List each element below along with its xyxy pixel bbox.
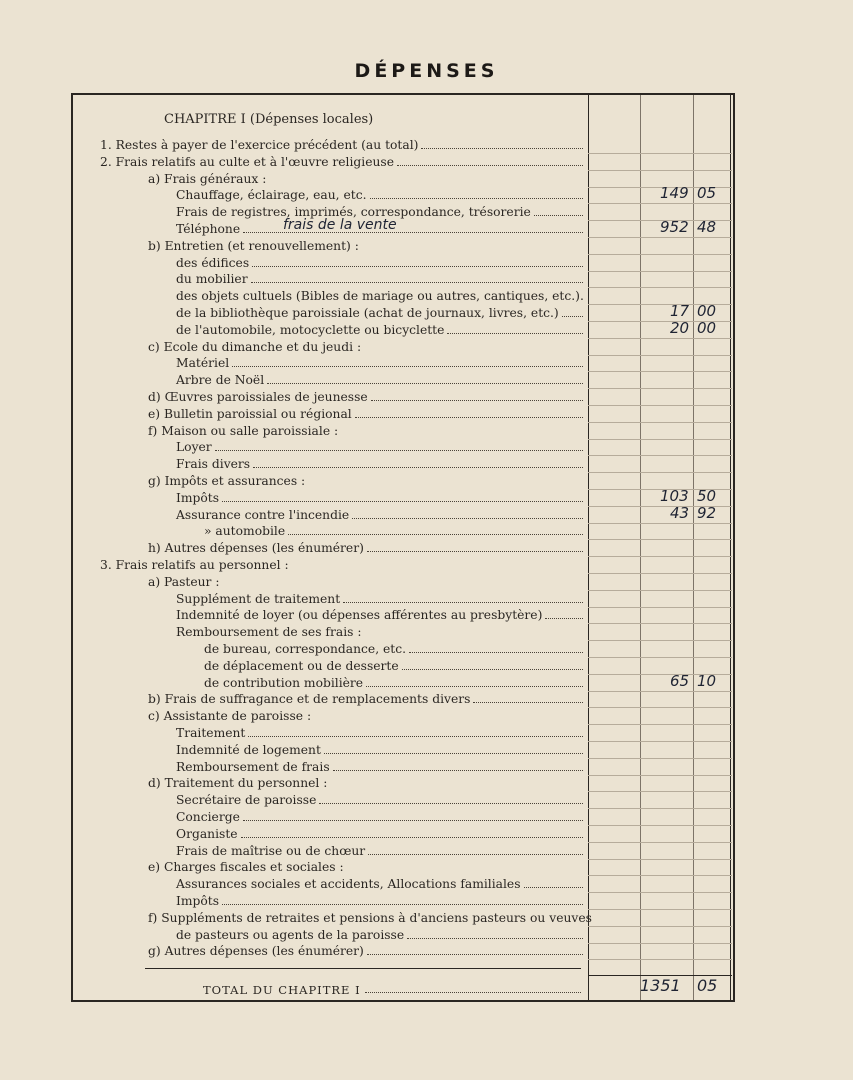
cents-value: 10 <box>697 671 717 690</box>
ledger-line-label: Organiste <box>176 826 238 841</box>
ledger-line-label: f) Maison ou salle paroissiale : <box>148 423 339 438</box>
ledger-line <box>148 574 585 590</box>
ledger-line-label: de pasteurs ou agents de la paroisse <box>176 927 405 942</box>
ledger-line <box>176 322 585 338</box>
ledger-line <box>100 557 585 573</box>
ledger-line <box>176 456 585 472</box>
ledger-line <box>100 154 585 170</box>
ledger-line <box>176 288 585 304</box>
ledger-line <box>176 927 585 943</box>
leader-dots <box>267 382 583 384</box>
leader-dots <box>407 937 583 939</box>
amount-rule <box>588 422 732 423</box>
leader-dots <box>343 601 583 603</box>
ledger-line <box>176 372 585 388</box>
ledger-line-label: Traitement <box>176 726 246 740</box>
leader-dots <box>253 466 583 468</box>
ledger-line <box>176 742 585 758</box>
ledger-line-label: e) Bulletin paroissial ou régional <box>148 406 352 421</box>
ledger-line-label: Assurances sociales et accidents, Allocations familiales <box>176 877 521 892</box>
amount-rule <box>588 892 732 893</box>
amount-rule <box>588 775 732 776</box>
amount-value: 103 <box>660 486 689 505</box>
amount-rule <box>588 455 732 456</box>
leader-dots <box>397 164 583 166</box>
ledger-line-label: 1. Restes à payer de l'exercice précédent (au total) <box>100 138 419 152</box>
amount-rule <box>588 657 732 658</box>
leader-dots <box>241 836 583 838</box>
amount-rule <box>588 758 732 759</box>
amount-rule <box>588 875 732 876</box>
leader-dots <box>534 214 583 216</box>
ledger-line-label: c) Ecole du dimanche et du jeudi : <box>148 339 362 354</box>
ledger-line-label: Impôts <box>176 894 220 908</box>
leader-dots <box>222 903 583 905</box>
ledger-line-label: 3. Frais relatifs au personnel : <box>100 558 289 572</box>
ledger-line <box>176 826 585 842</box>
amount-rule <box>588 371 732 372</box>
amount-rule <box>588 859 732 860</box>
amount-rule <box>588 724 732 725</box>
total-cents: 05 <box>697 976 718 995</box>
amount-rule <box>588 287 732 288</box>
ledger-line-label: Frais divers <box>176 457 251 472</box>
ledger-line <box>148 389 585 405</box>
ledger-line <box>176 305 585 321</box>
leader-dots <box>251 281 583 283</box>
leader-dots <box>473 701 583 703</box>
leader-dots <box>243 819 583 821</box>
leader-dots <box>355 416 583 418</box>
ledger-line-label: Concierge <box>176 810 240 824</box>
amount-rule <box>588 539 732 540</box>
amount-rule <box>588 338 732 339</box>
amount-rule <box>588 556 732 557</box>
total-label: TOTAL DU CHAPITRE I <box>203 983 361 997</box>
amount-rule <box>588 707 732 708</box>
amount-rule <box>588 271 732 272</box>
ledger-line-label: Frais de registres, imprimés, correspondance, trésorerie <box>176 205 531 220</box>
ledger-line <box>176 893 585 909</box>
ledger-line-label: b) Frais de suffragance et de remplacements divers <box>148 692 471 707</box>
column-divider <box>730 95 731 1000</box>
ledger-line <box>176 355 585 371</box>
leader-dots <box>288 533 583 535</box>
handwritten-note: frais de la vente <box>283 217 397 233</box>
leader-dots <box>371 399 583 401</box>
leader-dots <box>367 953 583 955</box>
chapter-heading-text: CHAPITRE I (Dépenses locales) <box>164 112 374 127</box>
amount-rule <box>588 909 732 910</box>
ledger-line <box>148 406 585 422</box>
ledger-line-label: Supplément de traitement <box>176 591 341 606</box>
amount-value: 20 <box>670 318 690 337</box>
amount-rule <box>588 926 732 927</box>
ledger-line <box>148 775 585 791</box>
ledger-line-label: Loyer <box>176 440 212 455</box>
chapter-heading <box>0 112 510 127</box>
amount-rule <box>588 808 732 809</box>
leader-dots <box>562 315 583 317</box>
ledger-line <box>176 187 585 203</box>
ledger-line <box>176 255 585 271</box>
leader-dots <box>222 500 583 502</box>
ledger-line <box>148 943 585 959</box>
ledger-line <box>148 859 585 875</box>
ledger-line <box>176 490 585 506</box>
leader-dots <box>366 685 583 687</box>
ledger-line-label: du mobilier <box>176 272 248 287</box>
ledger-line <box>204 641 585 657</box>
ledger-line <box>176 624 585 640</box>
ledger-line-label: a) Pasteur : <box>148 574 220 589</box>
ledger-line-label: e) Charges fiscales et sociales : <box>148 860 344 875</box>
amount-value: 43 <box>670 503 690 522</box>
leader-dots <box>370 197 583 199</box>
amount-rule <box>588 523 732 524</box>
amount-rule <box>588 842 732 843</box>
ledger-line <box>148 540 585 556</box>
ledger-line-label: de l'automobile, motocyclette ou bicyclette <box>176 322 445 337</box>
column-divider <box>588 95 589 1000</box>
ledger-line <box>204 675 585 691</box>
amount-rule <box>588 640 732 641</box>
leader-dots <box>421 147 583 149</box>
leader-dots <box>232 365 583 367</box>
column-divider <box>693 95 694 1000</box>
leader-dots <box>215 449 583 451</box>
ledger-line-label: Frais de maîtrise ou de chœur <box>176 843 366 858</box>
ledger-line <box>100 137 585 153</box>
ledger-line <box>148 708 585 724</box>
ledger-line-label: » automobile <box>204 524 286 539</box>
ledger-line <box>176 843 585 859</box>
cents-value: 50 <box>697 486 717 505</box>
ledger-line <box>176 439 585 455</box>
amount-rule <box>588 607 732 608</box>
cents-value: 48 <box>697 218 717 236</box>
ledger-line-label: d) Œuvres paroissiales de jeunesse <box>148 390 368 404</box>
amount-rule <box>588 791 732 792</box>
ledger-line <box>148 171 585 187</box>
leader-dots <box>409 651 583 653</box>
leader-dots <box>524 886 583 888</box>
amount-value: 149 <box>660 184 689 203</box>
ledger-line-label: Indemnité de logement <box>176 742 321 757</box>
ledger-line-label: Remboursement de ses frais : <box>176 625 362 640</box>
ledger-line <box>176 607 585 623</box>
ledger-line-label: de contribution mobilière <box>204 675 364 690</box>
ledger-line <box>148 238 585 254</box>
amount-rule <box>588 472 732 473</box>
amount-value: 952 <box>660 218 689 236</box>
amount-rule <box>588 237 732 238</box>
amount-rule <box>588 254 732 255</box>
amount-rule <box>588 943 732 944</box>
ledger-line <box>176 271 585 287</box>
ledger-line-label: Téléphone <box>176 222 241 236</box>
ledger-line <box>148 691 585 707</box>
leader-dots <box>368 853 583 855</box>
page-title: DÉPENSES <box>354 60 499 82</box>
leader-dots <box>324 752 583 754</box>
ledger-line-label: f) Suppléments de retraites et pensions à d'anciens pasteurs ou veuves <box>148 910 592 925</box>
ledger-line-label: Remboursement de frais <box>176 759 330 774</box>
ledger-line-label: de bureau, correspondance, etc. <box>204 642 407 656</box>
amount-value: 17 <box>670 302 690 320</box>
ledger-line <box>176 725 585 741</box>
ledger-line-label: Arbre de Noël <box>176 373 265 388</box>
total-separator <box>588 1000 732 1001</box>
cents-value: 00 <box>697 302 717 320</box>
ledger-line <box>204 658 585 674</box>
amount-rule <box>588 741 732 742</box>
amount-value: 65 <box>670 671 690 690</box>
ledger-line-label: Chauffage, éclairage, eau, etc. <box>176 188 367 203</box>
amount-rule <box>588 825 732 826</box>
ledger-line-label: de la bibliothèque paroissiale (achat de journaux, livres, etc.) <box>176 306 559 320</box>
ledger-line <box>176 759 585 775</box>
cents-value: 92 <box>697 503 717 522</box>
total-amount: 1351 <box>640 976 681 995</box>
ledger-line <box>176 792 585 808</box>
amount-rule <box>588 355 732 356</box>
amount-rule <box>588 170 732 171</box>
ledger-line <box>176 809 585 825</box>
ledger-line-label: g) Autres dépenses (les énumérer) <box>148 944 364 959</box>
leader-dots <box>248 735 583 737</box>
ledger-line <box>148 473 585 489</box>
ledger-line <box>148 423 585 439</box>
ledger-line <box>148 339 585 355</box>
ledger-line-label: d) Traitement du personnel : <box>148 776 328 791</box>
amount-rule <box>588 439 732 440</box>
ledger-line <box>148 910 592 926</box>
ledger-line-label: de déplacement ou de desserte <box>204 658 399 673</box>
ledger-line <box>204 523 585 539</box>
leader-dots <box>447 332 583 334</box>
ledger-line-label: b) Entretien (et renouvellement) : <box>148 238 359 253</box>
amount-rule <box>588 153 732 154</box>
ledger-line-label: Assurance contre l'incendie <box>176 507 350 522</box>
ledger-line-label: Secrétaire de paroisse <box>176 793 317 808</box>
amount-rule <box>588 573 732 574</box>
amount-rule <box>588 203 732 204</box>
cents-value: 00 <box>697 318 717 337</box>
total-row <box>203 983 583 997</box>
ledger-line-label: Matériel <box>176 356 230 371</box>
ledger-line-label: h) Autres dépenses (les énumérer) <box>148 541 364 556</box>
ledger-line <box>176 876 585 892</box>
leader-dots <box>402 668 583 670</box>
ledger-line-label: des édifices <box>176 255 250 270</box>
leader-dots <box>352 517 583 519</box>
ledger-line-label: Impôts <box>176 490 220 505</box>
ledger-line-label: Indemnité de loyer (ou dépenses afférentes au presbytère) <box>176 608 543 623</box>
leader-dots <box>367 550 583 552</box>
amount-rule <box>588 388 732 389</box>
amount-rule <box>588 959 732 960</box>
amount-rule <box>588 405 732 406</box>
ledger-line-label: a) Frais généraux : <box>148 171 267 186</box>
ledger-line <box>176 591 585 607</box>
leader-dots <box>319 802 583 804</box>
ledger-line <box>176 507 585 523</box>
ledger-line-label: des objets cultuels (Bibles de mariage ou autres, cantiques, etc.). <box>176 289 584 304</box>
cents-value: 05 <box>697 184 717 203</box>
leader-dots <box>333 769 583 771</box>
amount-rule <box>588 691 732 692</box>
ledger-line-label: 2. Frais relatifs au culte et à l'œuvre religieuse <box>100 154 395 169</box>
column-divider <box>640 95 641 1000</box>
leader-dots <box>545 617 583 619</box>
ledger-line-label: g) Impôts et assurances : <box>148 474 306 488</box>
leader-dots <box>252 265 583 267</box>
ledger-line-label: c) Assistante de paroisse : <box>148 709 312 724</box>
amount-rule <box>588 623 732 624</box>
total-separator <box>145 968 581 969</box>
amount-rule <box>588 590 732 591</box>
